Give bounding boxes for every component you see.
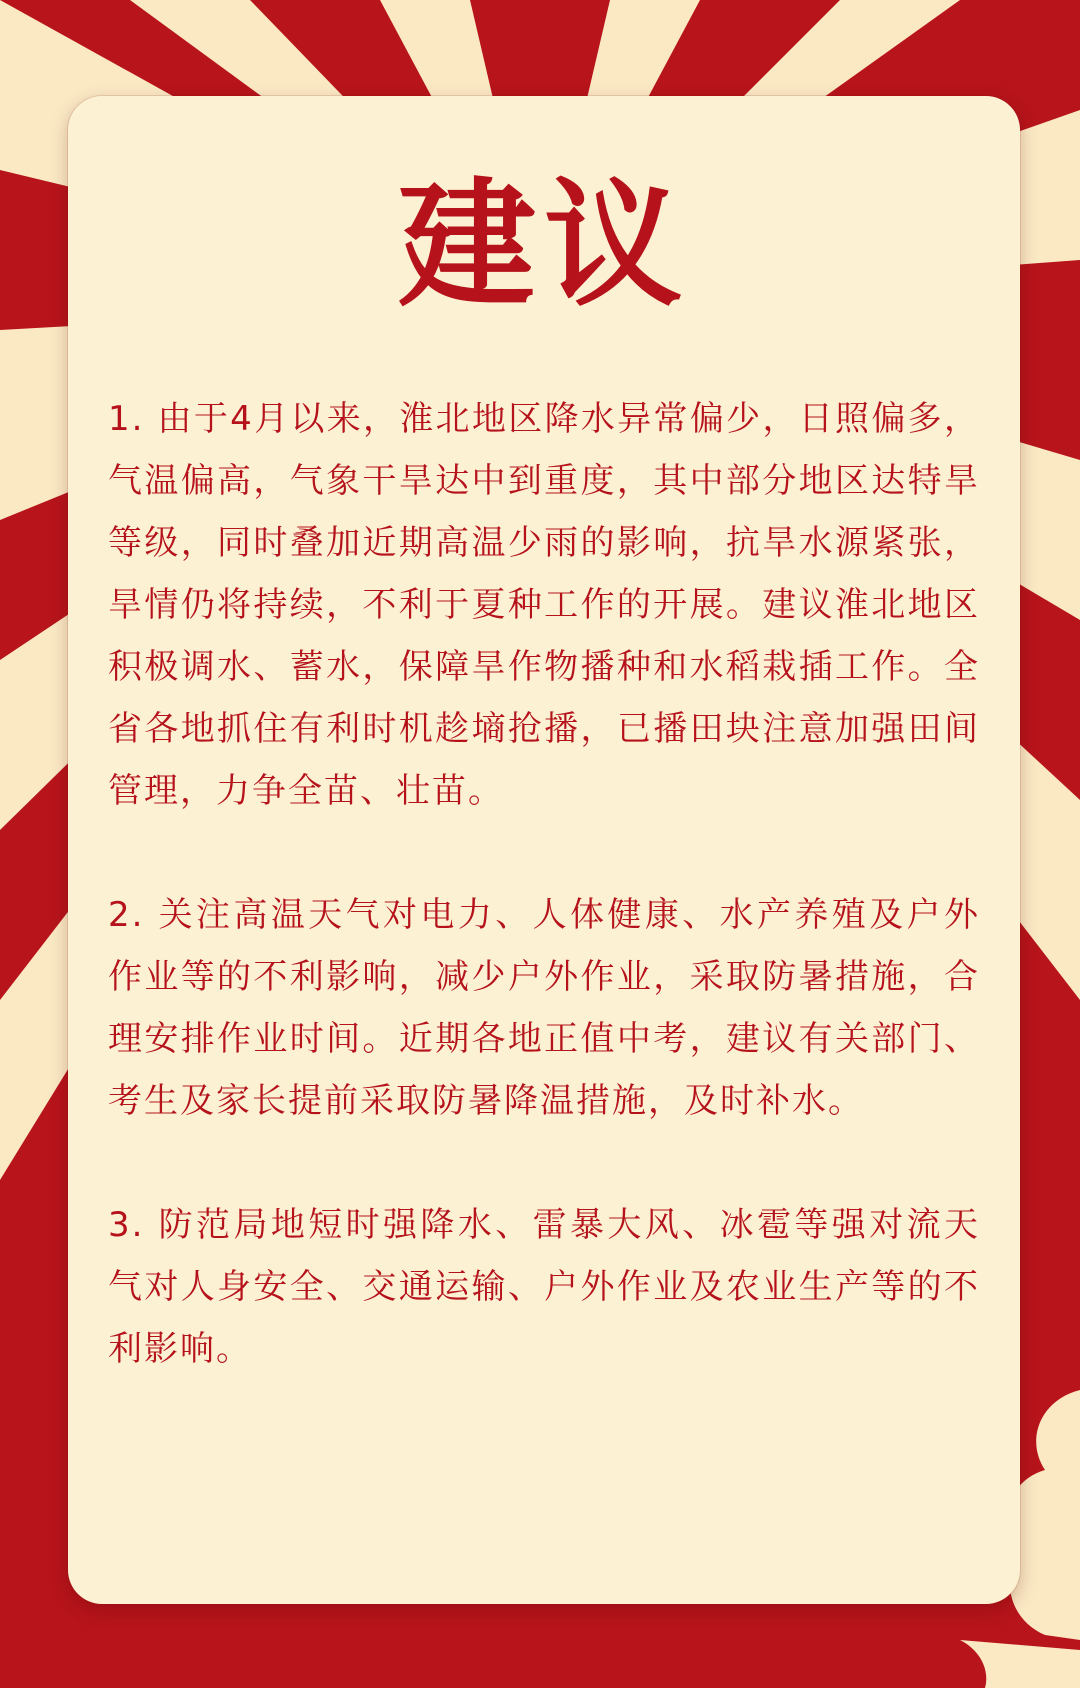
card-title: 建议 [397,165,690,326]
advice-item-3: 3. 防范局地短时强降水、雷暴大风、冰雹等强对流天气对人身安全、交通运输、户外作业及农业生产等的不利影响。 [108,1205,980,1369]
advice-item-2: 2. 关注高温天气对电力、人体健康、水产养殖及户外作业等的不利影响，减少户外作业，采取防暑措施，合理安排作业时间。近期各地正值中考，建议有关部门、考生及家长提前采取防暑降温措施，及时补水。 [108,895,980,1121]
advice-card [68,96,1020,1604]
advice-item-1: 1. 由于4月以来，淮北地区降水异常偏少，日照偏多，气温偏高，气象干旱达中到重度，其中部分地区达特旱等级，同时叠加近期高温少雨的影响，抗旱水源紧张，旱情仍将持续，不利于夏种工作的开展。建议淮北地区积极调水、蓄水，保障旱作物播种和水稻栽插工作。全省各地抓住有利时机趁墒抢播，已播田块注意加强田间管理，力争全苗、壮苗。 [108,399,980,811]
advice-list [108,388,980,1380]
